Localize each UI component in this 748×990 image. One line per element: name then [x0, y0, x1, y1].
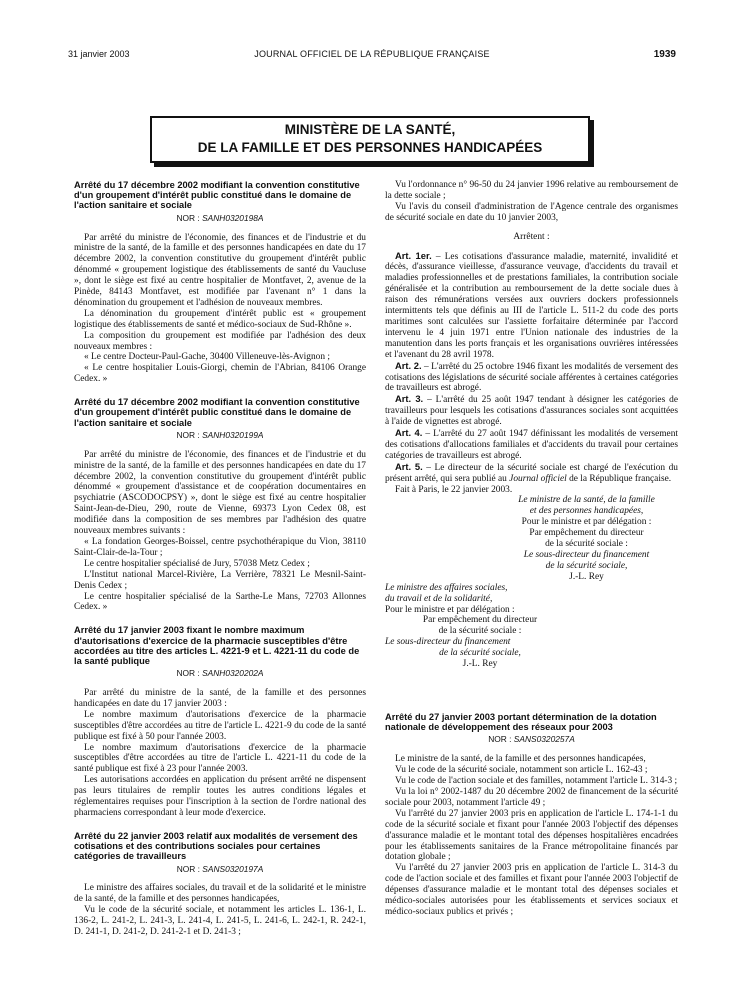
article-2: [74, 397, 366, 613]
paragraph: Par arrêté du ministre de l'économie, des finances et de l'industrie et du ministre de la santé, de la famille et des personnes handicapées en date du 17 décembre 2002, la convention constitutive du groupement d'intérêt public dénommé « groupement logistique des établissements de santé du Vaucluse », dont le siège est fixé au centre hospitalier de Montfavet, 2, avenue de la Pinède, 84143 Montfavet, est modifiée par l'avenant n° 1 dans la dénomination du groupement et l'adhésion de nouveaux membres.: [74, 232, 366, 308]
page-header: [68, 49, 676, 63]
paragraph: Vu l'ordonnance n° 96-50 du 24 janvier 1996 relative au remboursement de la dette sociale ;: [385, 180, 678, 201]
nor-reference: NOR : SANS0320197A: [176, 863, 264, 874]
paragraph: Vu le code de la sécurité sociale, et notamment les articles L. 136-1, L. 136-2, L. 241-2, L. 241-3, L. 241-4, L. 241-5, L. 241-6, L. 242-1, R. 242-1, D. 241-1, D. 241-2, D. 241-2-1 et D. 241-3 ;: [74, 905, 366, 938]
paragraph: Par arrêté du ministre de l'économie, des finances et de l'industrie et du ministre de la santé, de la famille et des personnes handicapées en date du 17 décembre 2002, la convention constitutive du groupement d'intérêt public dénommé « groupement d'assistance et de coopération documentaires en psychiatrie (ASCODOCPSY) », dont le siège est fixé au centre hospitalier Saint-Jean-de-Dieu, 290, route de Vienne, 69373 Lyon Cedex 08, est modifiée dans la composition de ses membres par l'adhésion des quatre nouveaux membres suivants :: [74, 449, 366, 537]
paragraph: Le nombre maximum d'autorisations d'exercice de la pharmacie susceptibles d'être accordées au titre de l'article L. 4221-9 du code de la santé publique est fixé à 50 pour l'année 2003.: [74, 709, 366, 742]
paragraph: Le nombre maximum d'autorisations d'exercice de la pharmacie susceptibles d'être accordées au titre de l'article L. 4221-11 du code de la santé publique est fixé à 23 pour l'année 2003.: [74, 742, 366, 775]
article-2-text: Art. 2. – L'arrêté du 25 octobre 1946 fixant les modalités de versement des cotisations des législations de sécurité sociale afférentes à certaines catégories de travailleurs est abrogé.: [385, 359, 678, 394]
paragraph: La composition du groupement est modifiée par l'adhésion des deux nouveaux membres :: [74, 330, 366, 352]
paragraph: « La fondation Georges-Boissel, centre psychothérapique du Vion, 38110 Saint-Clair-de-la-Tour ;: [74, 536, 366, 558]
paragraph: Vu l'arrêté du 27 janvier 2003 pris en application de l'article L. 314-3 du code de l'action sociale et des familles et fixant pour l'année 2003 l'objectif de dépenses d'assurance maladie et le montant total des dépenses sociales et médico-sociales autorisées pour les établissements et services sociaux et médico-sociaux publics et privés ;: [385, 863, 678, 917]
paragraph: Le centre hospitalier spécialisé de Jury, 57038 Metz Cedex ;: [84, 558, 310, 569]
article-3-text: Art. 3. – L'arrêté du 25 août 1947 tendant à désigner les catégories de travailleurs pour lesquels les cotisations d'assurances sociales sont acquittées à l'aide de vignettes est abrogé.: [385, 393, 678, 428]
paragraph: Par arrêté du ministre de la santé, de la famille et des personnes handicapées en date du 17 janvier 2003 :: [74, 688, 366, 709]
article-title: Arrêté du 22 janvier 2003 relatif aux modalités de versement des cotisations et des contributions sociales pour certaines catégories de travailleurs: [74, 830, 358, 862]
page-number: 1939: [653, 49, 676, 60]
signature-block-social: Le ministre des affaires sociales, du travail et de la solidarité, Pour le ministre et par délégation : Par empêchement du directeur de la sécurité sociale : Le sous-directeur du financement de la sécurité sociale, J.-L. Rey: [385, 582, 538, 670]
nor-reference: NOR : SANS0320257A: [488, 734, 575, 745]
paragraph: Vu la loi n° 2002-1487 du 20 décembre 2002 de financement de la sécurité sociale pour 2003, notamment l'article 49 ;: [385, 787, 678, 808]
header-date: 31 janvier 2003: [68, 49, 130, 59]
ministry-line1: MINISTÈRE DE LA SANTÉ,: [284, 122, 456, 137]
paragraph: Les autorisations accordées en application du présent arrêté ne dispensent pas leurs titulaires de remplir toutes les autres conditions légales et réglementaires requises pour l'inscription à la section de l'ordre national des pharmaciens correspondant à leur mode d'exercice.: [74, 775, 366, 818]
paragraph: Vu l'arrêté du 27 janvier 2003 pris en application de l'article L. 174-1-1 du code de la sécurité sociale et fixant pour l'année 2003 l'objectif des dépenses d'assurance maladie et le montant total des dépenses hospitalières encadrées pour les établissements sanitaires de la France métropolitaine financés par dotation globale ;: [385, 808, 678, 863]
article-3: [74, 625, 366, 819]
ministry-line2: DE LA FAMILLE ET DES PERSONNES HANDICAPÉES: [197, 140, 543, 155]
left-column: [74, 180, 366, 938]
article-1-text: Art. 1er. – Les cotisations d'assurance maladie, maternité, invalidité et décès, d'assurance vieillesse, d'assurance veuvage, d'accidents du travail et maladies professionnelles et de prestations familiales, la contribution sociale généralisée et la contribution au remboursement de la dette sociale dues à raison des rémunérations versées aux ouvriers dockers professionnels intermittents tels que définis au III de l'article L. 511-2 du code des ports maritimes sont calculées sur l'assiette forfaitaire déterminée par l'accord intervenu le 4 juin 1971 entre l'Union nationale des industries de la manutention dans les ports français et les organisations ouvrières intéressées et l'avenant du 28 avril 1978.: [385, 249, 678, 360]
article-title: Arrêté du 17 décembre 2002 modifiant la convention constitutive d'un groupement d'intérêt public constitué dans le domaine de l'action sanitaire et sociale: [74, 180, 360, 211]
article-4: [74, 831, 366, 938]
paragraph: « Le centre Docteur-Paul-Gache, 30400 Villeneuve-lès-Avignon ;: [84, 352, 330, 363]
paragraph: Le ministre de la santé, de la famille et des personnes handicapées,: [395, 754, 646, 765]
signature-date: Fait à Paris, le 22 janvier 2003.: [395, 484, 513, 495]
paragraph: Vu le code de la sécurité sociale, notamment son article L. 162-43 ;: [395, 765, 648, 776]
paragraph: L'Institut national Marcel-Rivière, La Verrière, 78321 Le Mesnil-Saint-Denis Cedex ;: [74, 569, 366, 591]
nor-reference: NOR : SANH0320199A: [176, 429, 264, 440]
paragraph: La dénomination du groupement d'intérêt public est « groupement logistique des établissements de santé et médico-sociaux de Sud-Rhône ».: [74, 308, 366, 330]
paragraph: Vu le code de l'action sociale et des familles, notamment l'article L. 314-3 ;: [395, 776, 678, 787]
nor-reference: NOR : SANH0320198A: [176, 212, 264, 223]
paragraph: Vu l'avis du conseil d'administration de l'Agence centrale des organismes de sécurité sociale en date du 10 janvier 2003,: [385, 201, 678, 223]
article-1: [74, 180, 366, 385]
article-5: [385, 712, 678, 918]
paragraph: « Le centre hospitalier Louis-Giorgi, chemin de l'Abrian, 84106 Orange Cedex. »: [74, 363, 366, 385]
article-title: Arrêté du 17 janvier 2003 fixant le nombre maximum d'autorisations d'exercice de la pharmacie susceptibles d'être accordées au titre des articles L. 4221-9 et L. 4221-11 du code de la santé publique: [74, 625, 360, 666]
article-title: Arrêté du 17 décembre 2002 modifiant la convention constitutive d'un groupement d'intérêt public constitué dans le domaine de l'action sanitaire et sociale: [74, 397, 360, 428]
arretent-heading: Arrêtent :: [513, 231, 550, 242]
paragraph: Le ministre des affaires sociales, du travail et de la solidarité et le ministre de la santé, de la famille et des personnes handicapées,: [74, 883, 366, 905]
right-column: [385, 180, 678, 670]
ministry-heading-box: [150, 116, 590, 163]
article-5-text: Art. 5. – Le directeur de la sécurité sociale est chargé de l'exécution du présent arrêté, qui sera publié au Journal officiel de la République française.: [385, 460, 678, 484]
paragraph: Le centre hospitalier spécialisé de la Sarthe-Le Mans, 72703 Allonnes Cedex. »: [74, 591, 366, 613]
journal-title: JOURNAL OFFICIEL DE LA RÉPUBLIQUE FRANÇAISE: [254, 49, 490, 59]
signature-block-health: Le ministre de la santé, de la famille et des personnes handicapées, Pour le ministre et par délégation : Par empêchement du directeur de la sécurité sociale : Le sous-directeur du financement de la sécurité sociale, J.-L. Rey: [518, 495, 655, 582]
right-column-lower: [385, 712, 678, 918]
article-title: Arrêté du 27 janvier 2003 portant détermination de la dotation nationale de développement des réseaux pour 2003: [385, 712, 657, 733]
nor-reference: NOR : SANH0320202A: [176, 668, 264, 679]
article-4-text: Art. 4. – L'arrêté du 27 août 1947 définissant les modalités de versement des cotisations d'allocations familiales et d'accidents du travail pour certaines catégories de travailleurs est abrogé.: [385, 427, 678, 461]
